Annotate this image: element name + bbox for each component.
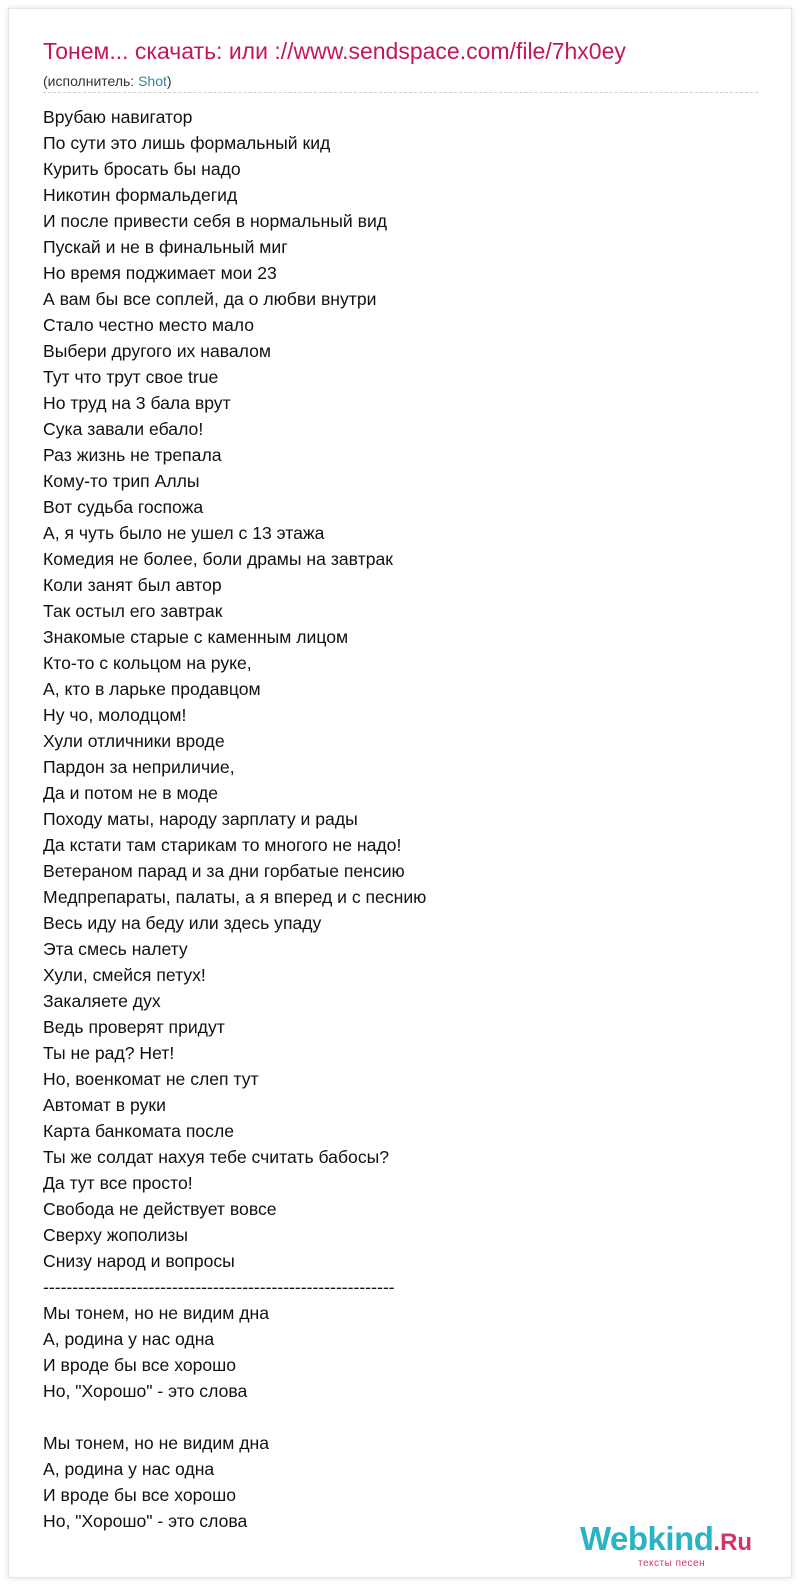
lyric-line: Знакомые старые с каменным лицом: [43, 627, 349, 647]
lyric-line: Врубаю навигатор: [43, 107, 193, 127]
site-logo[interactable]: [580, 1520, 753, 1569]
lyric-line: Мы тонем, но не видим дна: [43, 1303, 270, 1323]
lyric-line: Но, "Хорошо" - это слова: [43, 1381, 248, 1401]
lyric-line: Ты не рад? Нет!: [43, 1043, 175, 1063]
lyric-line: Хули отличники вроде: [43, 731, 225, 751]
lyric-line: Ветераном парад и за дни горбатые пенсию: [43, 861, 405, 881]
lyric-line: Пускай и не в финальный миг: [43, 237, 288, 257]
lyric-line: Сверху жополизы: [43, 1225, 188, 1245]
lyric-line: И вроде бы все хорошо: [43, 1355, 237, 1375]
logo-tagline: тексты песен: [638, 1558, 706, 1569]
lyric-line: Коли занят был автор: [43, 575, 222, 595]
lyric-line: Да тут все просто!: [43, 1173, 193, 1193]
lyric-line: Тут что трут свое true: [43, 367, 219, 387]
lyric-line: Сука завали ебало!: [43, 419, 204, 439]
lyric-line: Ты же солдат нахуя тебе считать бабосы?: [43, 1147, 390, 1167]
logo-main-text: Webkind: [580, 1520, 714, 1557]
lyric-line: Снизу народ и вопросы: [43, 1251, 235, 1271]
lyric-line: Выбери другого их навалом: [43, 341, 272, 361]
lyric-line: Но время поджимает мои 23: [43, 263, 277, 283]
artist-line: [43, 73, 172, 89]
lyric-line: А, кто в ларьке продавцом: [43, 679, 261, 699]
page-title: Тонем... скачать: или ://www.sendspace.com/file/7hx0ey: [43, 38, 626, 64]
lyric-line: Пардон за неприличие,: [43, 757, 235, 777]
lyric-line: Мы тонем, но не видим дна: [43, 1433, 270, 1453]
lyric-line: Никотин формальдегид: [43, 185, 238, 205]
lyric-line: Раз жизнь не трепала: [43, 445, 222, 465]
lyric-line: Но, военкомат не слеп тут: [43, 1069, 259, 1089]
logo-suffix-text: .Ru: [713, 1529, 753, 1556]
lyric-line: И вроде бы все хорошо: [43, 1485, 237, 1505]
lyric-line: Стало честно место мало: [43, 315, 255, 335]
lyric-line: Карта банкомата после: [43, 1121, 235, 1141]
lyric-line: Да кстати там старикам то многого не надо!: [43, 835, 402, 855]
lyric-line: Кто-то с кольцом на руке,: [43, 653, 252, 673]
lyric-line: Медпрепараты, палаты, а я вперед и с песнию: [43, 887, 427, 907]
lyric-line: Свобода не действует вовсе: [43, 1199, 277, 1219]
lyric-line: Кому-то трип Аллы: [43, 471, 200, 491]
lyric-line: Весь иду на беду или здесь упаду: [43, 913, 322, 933]
lyric-line: А, родина у нас одна: [43, 1329, 215, 1349]
lyric-line: Но, "Хорошо" - это слова: [43, 1511, 248, 1531]
lyric-line: По сути это лишь формальный кид: [43, 133, 331, 153]
lyric-line: Да и потом не в моде: [43, 783, 219, 803]
lyric-line: А, я чуть было не ушел с 13 этажа: [43, 523, 325, 543]
lyric-line: Ведь проверят придут: [43, 1017, 225, 1037]
lyric-line: Но труд на 3 бала врут: [43, 393, 231, 413]
artist-prefix: (исполнитель:: [43, 73, 139, 89]
lyric-line: Автомат в руки: [43, 1095, 166, 1115]
lyric-line: Хули, смейся петух!: [43, 965, 206, 985]
lyric-line: Так остыл его завтрак: [43, 601, 223, 621]
lyric-line: Вот судьба госпожа: [43, 497, 204, 517]
lyric-line: Походу маты, народу зарплату и рады: [43, 809, 358, 829]
lyric-line: А вам бы все соплей, да о любви внутри: [43, 289, 377, 309]
artist-link[interactable]: Shot: [138, 73, 167, 89]
lyric-line: Курить бросать бы надо: [43, 159, 241, 179]
lyric-line: Эта смесь налету: [43, 939, 188, 959]
lyric-line: Закаляете дух: [43, 991, 161, 1011]
lyric-line: ------------------------------------------------------------: [43, 1277, 395, 1297]
lyric-line: Ну чо, молодцом!: [43, 705, 187, 725]
lyrics-block: [43, 104, 426, 1534]
lyric-line: И после привести себя в нормальный вид: [43, 211, 388, 231]
header-divider: [43, 92, 758, 93]
lyric-line: [43, 1404, 426, 1430]
lyric-line: Комедия не более, боли драмы на завтрак: [43, 549, 393, 569]
lyric-line: А, родина у нас одна: [43, 1459, 215, 1479]
artist-suffix: ): [166, 73, 172, 89]
